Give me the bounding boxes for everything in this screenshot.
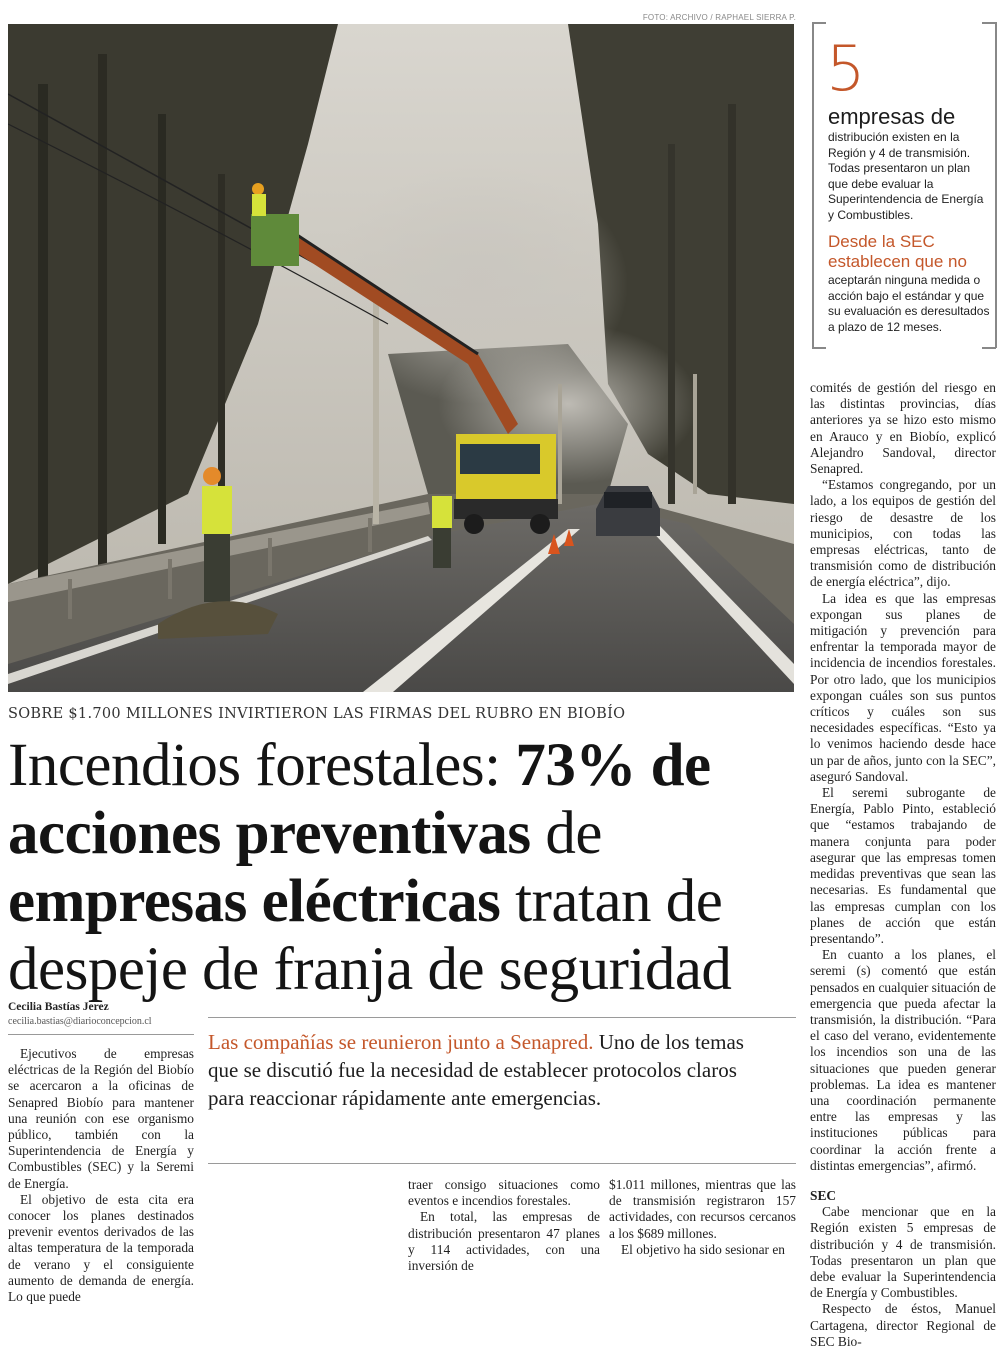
- paragraph: El objetivo de esta cita era conocer los planes destinados prevenir eventos derivados de las altas temperatura de la temporada de verano y el consiguiente aumento de demanda de energía. Lo que puede: [8, 1191, 194, 1305]
- lead-text: Uno de los temas que se discutió fue la necesidad de establecer protocolos claros para reaccionar rápidamente ante emergencias.: [208, 1030, 744, 1110]
- sidebar-bracket: [812, 22, 826, 24]
- paragraph: traer consigo situaciones como eventos e incendios forestales.: [408, 1177, 600, 1209]
- headline-part3: de: [530, 800, 602, 867]
- sidebar-bracket: [812, 22, 814, 348]
- paragraph: En cuanto a los planes, el seremi (s) comentó que están pensados en cualquier situación de emergencia que pueda afectar la transmisión, la distribución. “Para el caso del verano, evidentemente los incendios son una de las situaciones que pueden generar problemas. La idea es mantener una coordinación permanente entre las empresas y las instituciones públicas para coordinar la acción frente a distintas emergencias”, afirmó.: [810, 947, 996, 1173]
- sidebar-big-number: 5: [826, 32, 866, 105]
- headline-part5: tratan de despeje de franja de seguridad: [8, 868, 732, 1003]
- section-subhead: SEC: [810, 1187, 837, 1203]
- paragraph: Respecto de éstos, Manuel Cartagena, director Regional de SEC Bio-: [810, 1301, 996, 1349]
- sidebar-text: aceptarán ninguna medida o acción bajo el estándar y que su evaluación es deresultados a plazo de 12 meses.: [828, 273, 990, 334]
- paragraph: $1.011 millones, mientras que las de transmisión registraron 157 actividades, con recursos cercanos a los $689 millones.: [609, 1177, 796, 1241]
- headline-part2: 73% de acciones preventivas: [8, 732, 711, 867]
- lead-divider-top: [208, 1017, 796, 1018]
- headline: [8, 732, 798, 1004]
- paragraph: Ejecutivos de empresas eléctricas de la Región del Biobío se acercaron a la oficinas de Senapred Biobío para mantener una reunión con ese organismo público, también con la Superintendencia de Energía y Combustibles (SEC) y la Seremi de Energía.: [8, 1046, 194, 1191]
- lead-divider-bottom: [208, 1163, 796, 1164]
- byline-divider: [8, 1034, 194, 1035]
- sidebar-heading: empresas de: [828, 104, 956, 129]
- sidebar-bracket: [982, 347, 996, 349]
- news-photo: [8, 24, 794, 692]
- article-column-4: [609, 1177, 796, 1258]
- article-column-1: [8, 1046, 194, 1305]
- sidebar-bracket: [995, 22, 997, 348]
- paragraph: En total, las empresas de distribución presentaron 47 planes y 114 actividades, con una inversión de: [408, 1209, 600, 1274]
- paragraph: comités de gestión del riesgo en las distintas provincias, días anteriores ya se hizo esto mismo en Arauco y en Biobío, explicó Alejandro Sandoval, director Senapred.: [810, 380, 996, 477]
- kicker: SOBRE $1.700 MILLONES INVIRTIERON LAS FIRMAS DEL RUBRO EN BIOBÍO: [8, 706, 626, 722]
- paragraph: La idea es que las empresas expongan sus planes de mitigación y prevención para enfrentar la temporada mayor de incidencia de incendios forestales. Por otro lado, que los municipios expongan cuáles son sus puntos críticos y cuáles son sus necesidades específicas. “Esto ya lo venimos haciendo desde hace un par de años, junto con la SEC”, aseguró Sandoval.: [810, 590, 996, 784]
- byline-author: Cecilia Bastías Jerez: [8, 1001, 109, 1013]
- headline-part4: empresas eléctricas: [8, 868, 501, 935]
- byline-email[interactable]: cecilia.bastias@diarioconcepcion.cl: [8, 1016, 152, 1027]
- sidebar-bracket: [812, 347, 826, 349]
- paragraph: El objetivo ha sido sesionar en: [621, 1241, 786, 1257]
- paragraph: Cabe mencionar que en la Región existen 5 empresas de distribución y 4 de transmisión. Todas presentaron un plan que debe evaluar la Superintendencia de Energía y Combustibles.: [810, 1204, 996, 1301]
- lead-paragraph: [208, 1028, 748, 1112]
- sidebar-bracket: [982, 22, 996, 24]
- paragraph: “Estamos congregando, por un lado, a los equipos de gestión del riesgo de desastre de los municipios, con todas las empresas eléctricas, tanto de transmisión como de distribución de energía eléctrica”, dijo.: [810, 477, 996, 590]
- sidebar-text: distribución existen en la Región y 4 de transmisión. Todas presentaron un plan que debe evaluar la Superintendencia de Energía y Combustibles.: [828, 130, 984, 222]
- lead-accent: Las compañías se reunieron junto a Senapred.: [208, 1030, 594, 1054]
- paragraph: El seremi subrogante de Energía, Pablo Pinto, estableció que “estamos trabajando de manera conjunta para poder asegurar que las empresas tomen medidas preventivas que sean las necesarias. Es fundamental que las empresas cumplan con los planes de acción que están presentando”.: [810, 785, 996, 946]
- article-column-5: [810, 380, 996, 1350]
- sidebar-heading-accent: Desde la SEC establecen que no: [828, 232, 967, 271]
- headline-part1: Incendios forestales:: [8, 732, 516, 799]
- photo-credit: FOTO: ARCHIVO / RAPHAEL SIERRA P.: [642, 13, 796, 22]
- article-column-3: [408, 1177, 600, 1274]
